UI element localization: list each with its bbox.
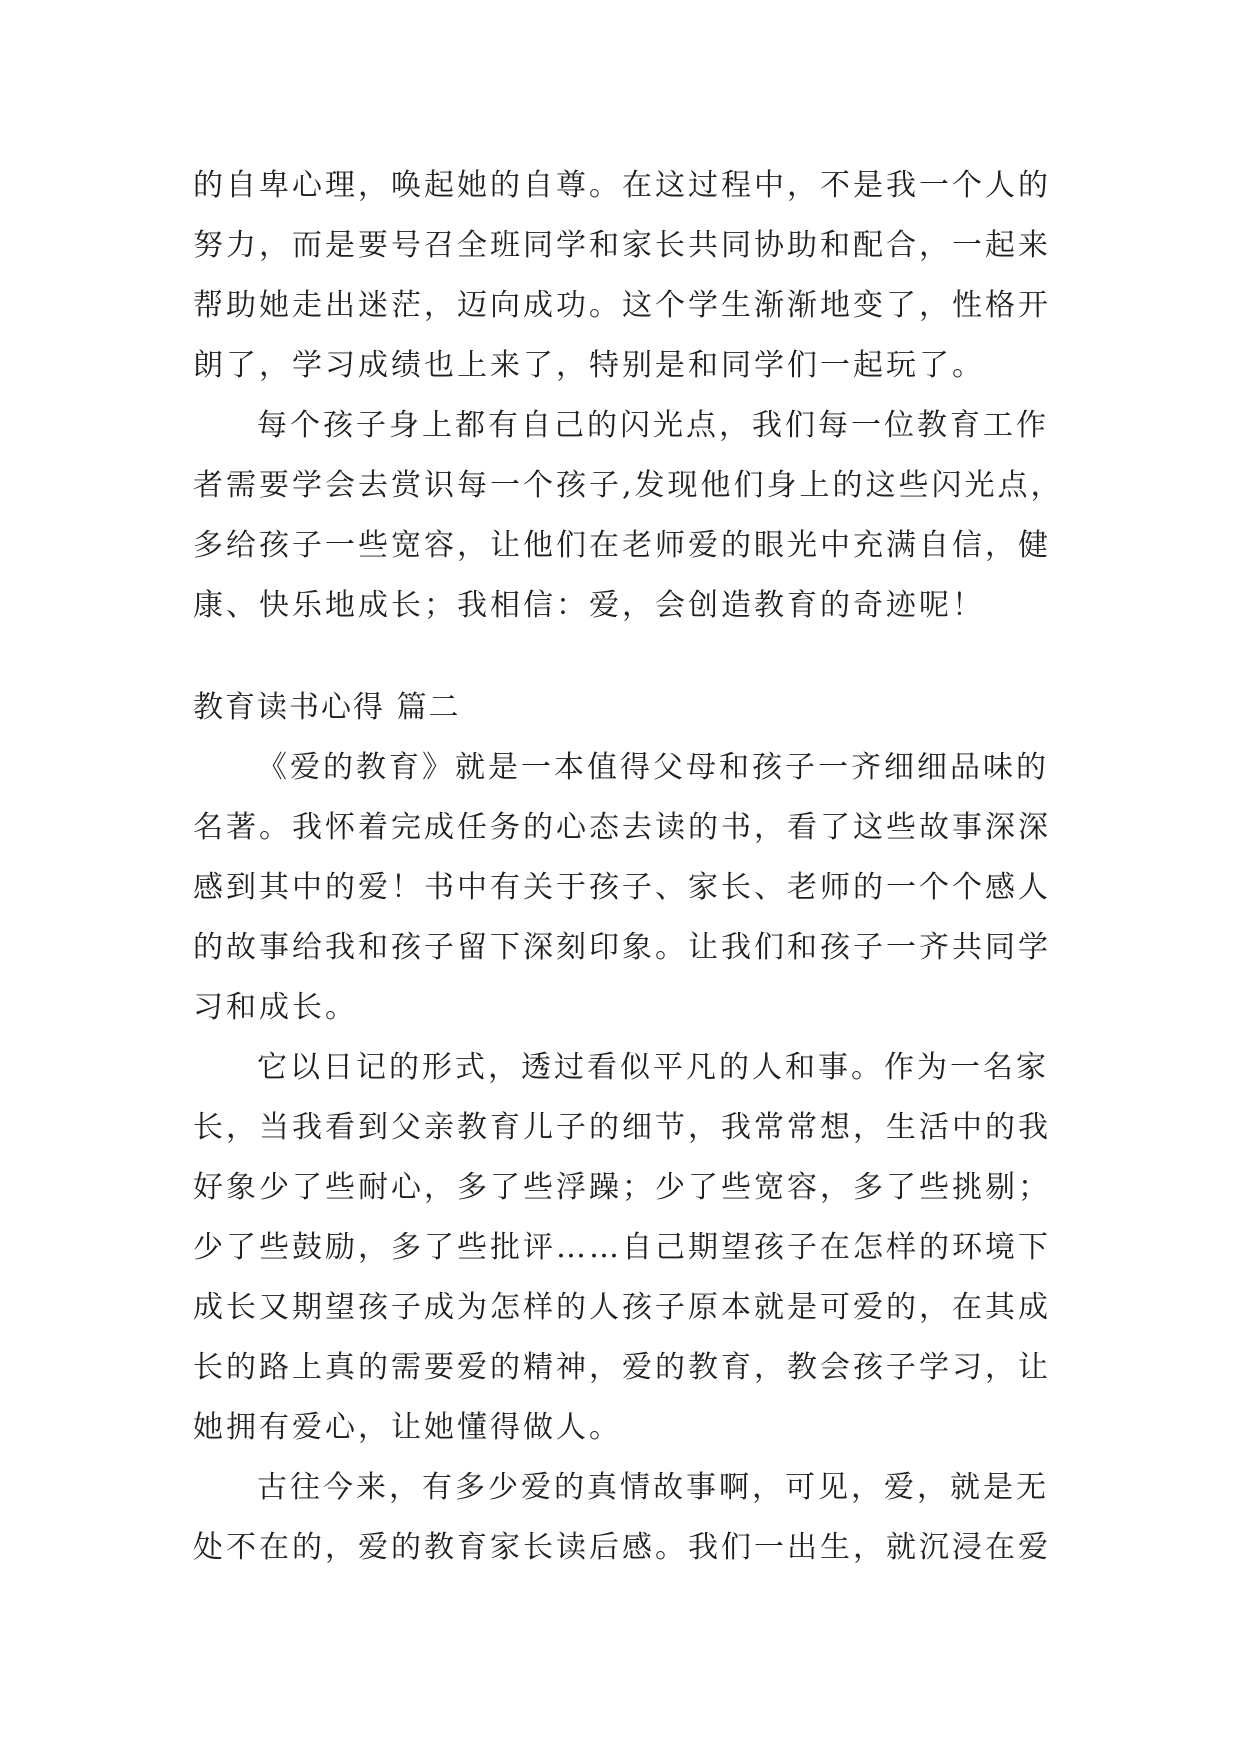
paragraph <box>193 738 1053 1038</box>
section-spacer <box>193 636 1053 678</box>
text-line: 名著。我怀着完成任务的心态去读的书，看了这些故事深深 <box>193 810 1051 845</box>
text-line: 它以日记的形式，透过看似平凡的人和事。作为一名家 <box>257 1050 1049 1085</box>
section-heading: 教育读书心得 篇二 <box>193 690 461 725</box>
text-line: 每个孩子身上都有自己的闪光点，我们每一位教育工作 <box>257 408 1049 443</box>
text-line: 《爱的教育》就是一本值得父母和孩子一齐细细品味的 <box>257 750 1049 785</box>
document-body <box>193 156 1064 1578</box>
text-line: 她拥有爱心，让她懂得做人。 <box>193 1410 622 1445</box>
text-line: 者需要学会去赏识每一个孩子,发现他们身上的这些闪光点， <box>193 468 1064 503</box>
text-line: 的故事给我和孩子留下深刻印象。让我们和孩子一齐共同学 <box>193 930 1051 965</box>
text-line: 感到其中的爱！书中有关于孩子、家长、老师的一个个感人 <box>193 870 1051 905</box>
text-line: 长，当我看到父亲教育儿子的细节，我常常想，生活中的我 <box>193 1110 1051 1145</box>
text-line: 古往今来，有多少爱的真情故事啊，可见，爱，就是无 <box>257 1470 1049 1505</box>
text-line: 成长又期望孩子成为怎样的人孩子原本就是可爱的，在其成 <box>193 1290 1051 1325</box>
text-line: 的自卑心理，唤起她的自尊。在这过程中，不是我一个人的 <box>193 168 1051 203</box>
paragraph <box>193 1458 1053 1578</box>
text-line: 处不在的，爱的教育家长读后感。我们一出生，就沉浸在爱 <box>193 1530 1051 1565</box>
paragraph <box>193 1038 1053 1458</box>
paragraph <box>193 396 1064 636</box>
text-line: 长的路上真的需要爱的精神，爱的教育，教会孩子学习，让 <box>193 1350 1051 1385</box>
paragraph <box>193 156 1053 396</box>
text-line: 努力，而是要号召全班同学和家长共同协助和配合，一起来 <box>193 228 1051 263</box>
text-line: 好象少了些耐心，多了些浮躁；少了些宽容，多了些挑剔； <box>193 1170 1051 1205</box>
text-line: 朗了，学习成绩也上来了，特别是和同学们一起玩了。 <box>193 348 985 383</box>
text-line: 帮助她走出迷茫，迈向成功。这个学生渐渐地变了，性格开 <box>193 288 1051 323</box>
text-line: 康、快乐地成长；我相信：爱，会创造教育的奇迹呢！ <box>193 588 985 623</box>
text-line: 多给孩子一些宽容，让他们在老师爱的眼光中充满自信，健 <box>193 528 1051 563</box>
text-line: 少了些鼓励，多了些批评……自己期望孩子在怎样的环境下 <box>193 1230 1051 1265</box>
text-line: 习和成长。 <box>193 990 358 1025</box>
